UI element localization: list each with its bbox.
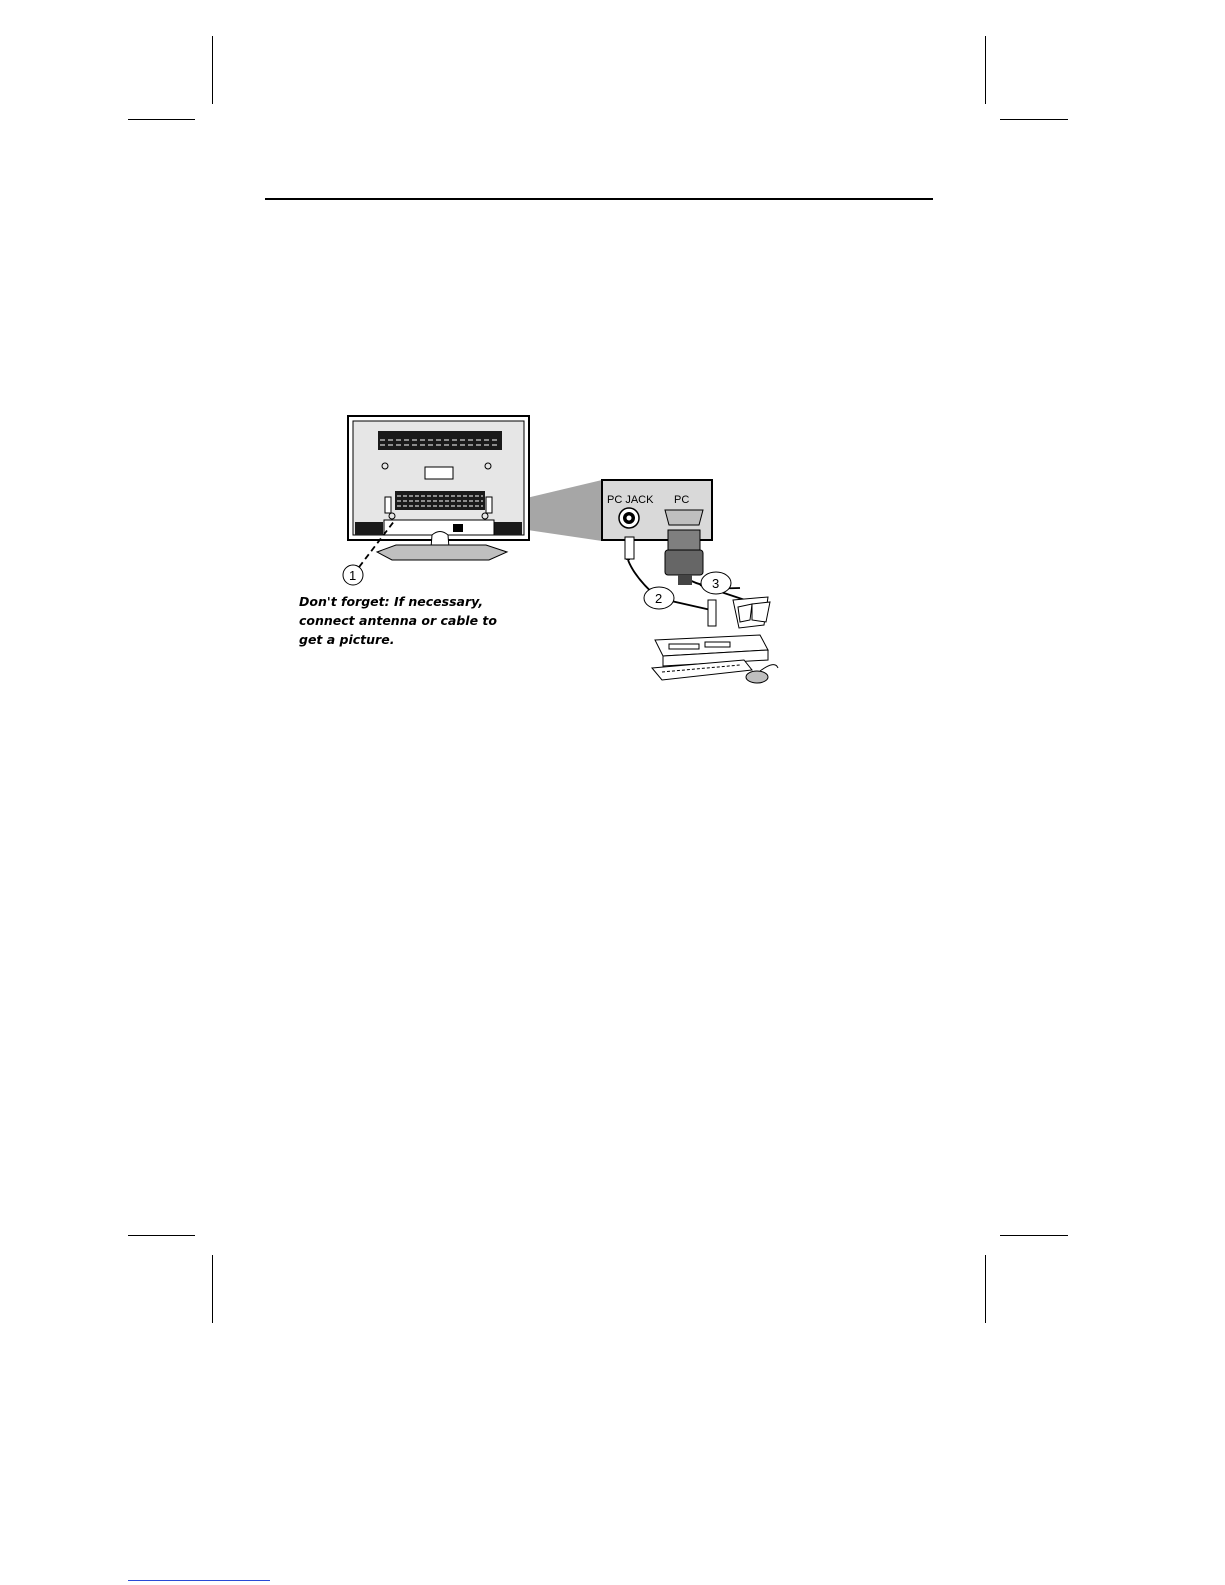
svg-text:2: 2 [655,591,663,606]
pc-connectors [733,597,770,628]
callout-1 [343,565,363,585]
pc-label: PC [674,494,690,506]
pc-jack-label: PC JACK [607,494,654,506]
antenna-reminder-note [299,592,499,649]
audio-plug [708,600,716,626]
note-line-1: Don't forget: If necessary, [299,594,484,609]
footer-link-underline [128,1580,270,1581]
note-line-3: get a picture. [299,632,395,647]
callout-2 [644,587,674,609]
vga-port [665,510,703,525]
callout-3 [701,572,731,594]
tv-back-illustration [348,416,529,560]
vga-plug [665,530,703,585]
desktop-pc-illustration [652,635,778,683]
svg-text:1: 1 [349,568,357,583]
note-line-2: connect antenna or cable to [299,613,497,628]
svg-text:3: 3 [712,576,720,591]
